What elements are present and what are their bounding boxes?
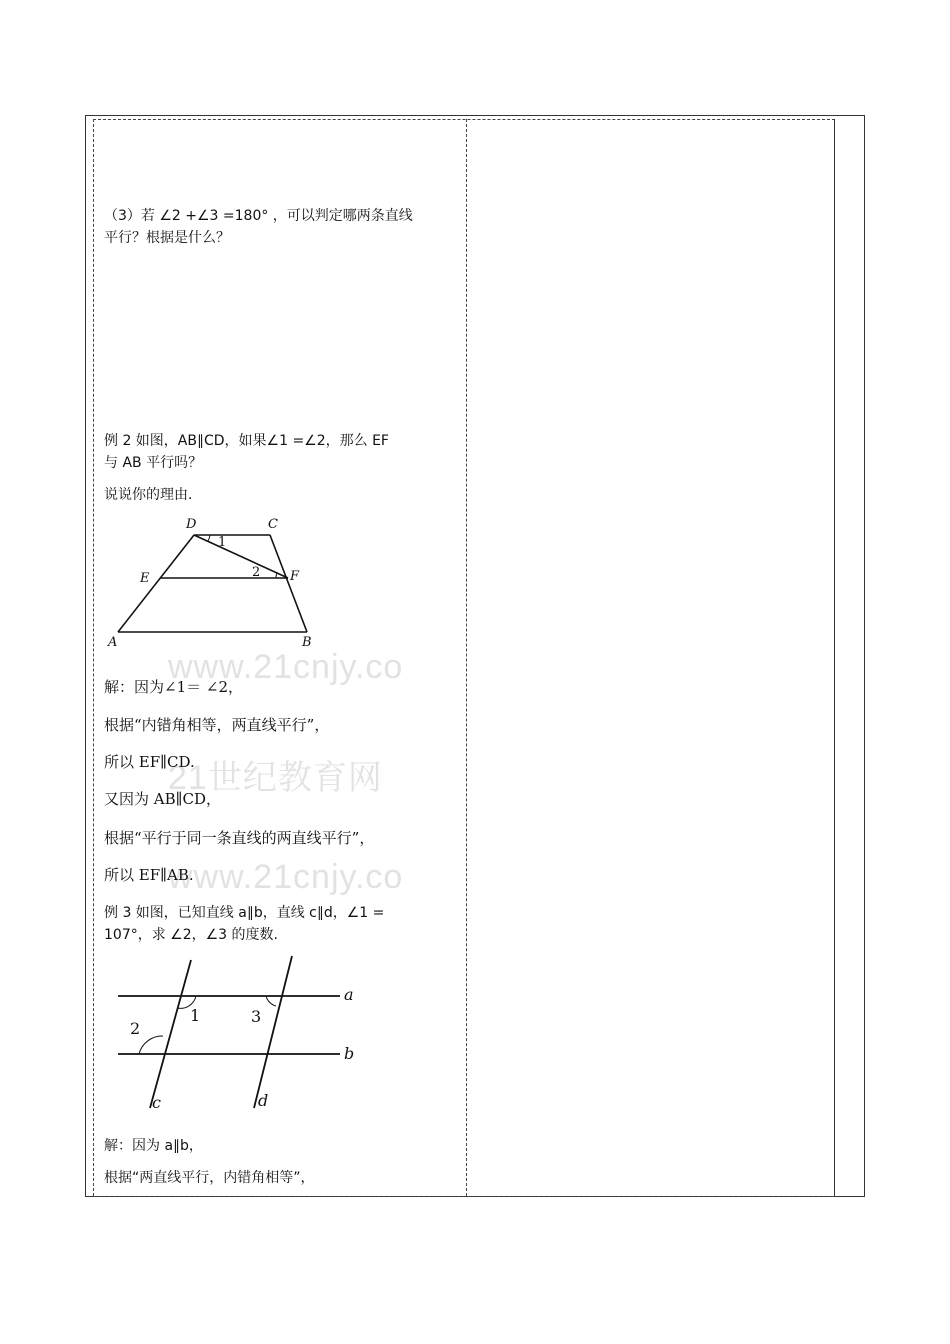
column-divider bbox=[466, 119, 467, 1196]
watermark-name: 21世纪教育网 bbox=[168, 759, 383, 797]
label-C: C bbox=[268, 517, 278, 532]
example2-line2: 与 AB 平行吗？ bbox=[104, 455, 203, 471]
segment-DF bbox=[194, 535, 288, 578]
cell-border-bottom bbox=[93, 1196, 835, 1197]
solution3-line1: 解：因为 a∥b， bbox=[104, 1138, 203, 1154]
example3-line2: 107°，求 ∠2，∠3 的度数. bbox=[104, 927, 278, 943]
example3-line1: 例 3 如图，已知直线 a∥b，直线 c∥d，∠1 = bbox=[104, 905, 385, 921]
label-angle2: 2 bbox=[252, 565, 261, 580]
solution2-line5: 根据“平行于同一条直线的两直线平行”， bbox=[104, 829, 375, 847]
cell-border-top bbox=[93, 119, 835, 120]
line-c bbox=[150, 960, 191, 1108]
solution2-line4: 又因为 AB∥CD， bbox=[104, 790, 222, 808]
solution2-line2: 根据“内错角相等，两直线平行”， bbox=[104, 716, 330, 734]
line-d bbox=[254, 956, 292, 1108]
question3-line1: （3）若 ∠2 +∠3 =180° ，可以判定哪两条直线 bbox=[104, 208, 413, 224]
label-D: D bbox=[186, 517, 197, 532]
watermark-url-1: www.21cnjy.co bbox=[168, 648, 404, 686]
label-angle2: 2 bbox=[130, 1019, 141, 1038]
angle2-arc bbox=[139, 1036, 163, 1054]
solution2-line3: 所以 EF∥CD. bbox=[104, 753, 195, 771]
solution3-line2: 根据“两直线平行，内错角相等”， bbox=[104, 1170, 315, 1186]
solution2-line6: 所以 EF∥AB. bbox=[104, 866, 194, 884]
segment-CB bbox=[270, 535, 307, 632]
watermark-url-2: www.21cnjy.co bbox=[168, 858, 404, 896]
label-angle1: 1 bbox=[190, 1006, 201, 1025]
example2-line1: 例 2 如图，AB∥CD，如果∠1 =∠2，那么 EF bbox=[104, 433, 389, 449]
label-a: a bbox=[344, 985, 354, 1004]
label-A: A bbox=[108, 635, 118, 650]
label-c: c bbox=[152, 1093, 161, 1112]
solution2-line1: 解：因为∠1＝ ∠2， bbox=[104, 678, 243, 696]
parallel-lines-figure bbox=[110, 952, 370, 1117]
example2-line3: 说说你的理由. bbox=[104, 487, 193, 503]
angle1-arc bbox=[208, 535, 210, 541]
right-column-border bbox=[834, 119, 835, 1196]
cell-border-left bbox=[93, 119, 94, 1196]
label-b: b bbox=[344, 1044, 355, 1063]
angle3-arc bbox=[266, 996, 276, 1006]
segment-AD bbox=[118, 535, 194, 632]
label-angle1: 1 bbox=[218, 535, 227, 550]
label-d: d bbox=[258, 1091, 269, 1110]
label-angle3: 3 bbox=[251, 1007, 262, 1026]
question3-line2: 平行？根据是什么？ bbox=[104, 230, 230, 246]
label-E: E bbox=[140, 571, 150, 586]
label-B: B bbox=[302, 635, 312, 650]
trapezoid-figure bbox=[100, 510, 330, 655]
label-F: F bbox=[290, 569, 300, 584]
